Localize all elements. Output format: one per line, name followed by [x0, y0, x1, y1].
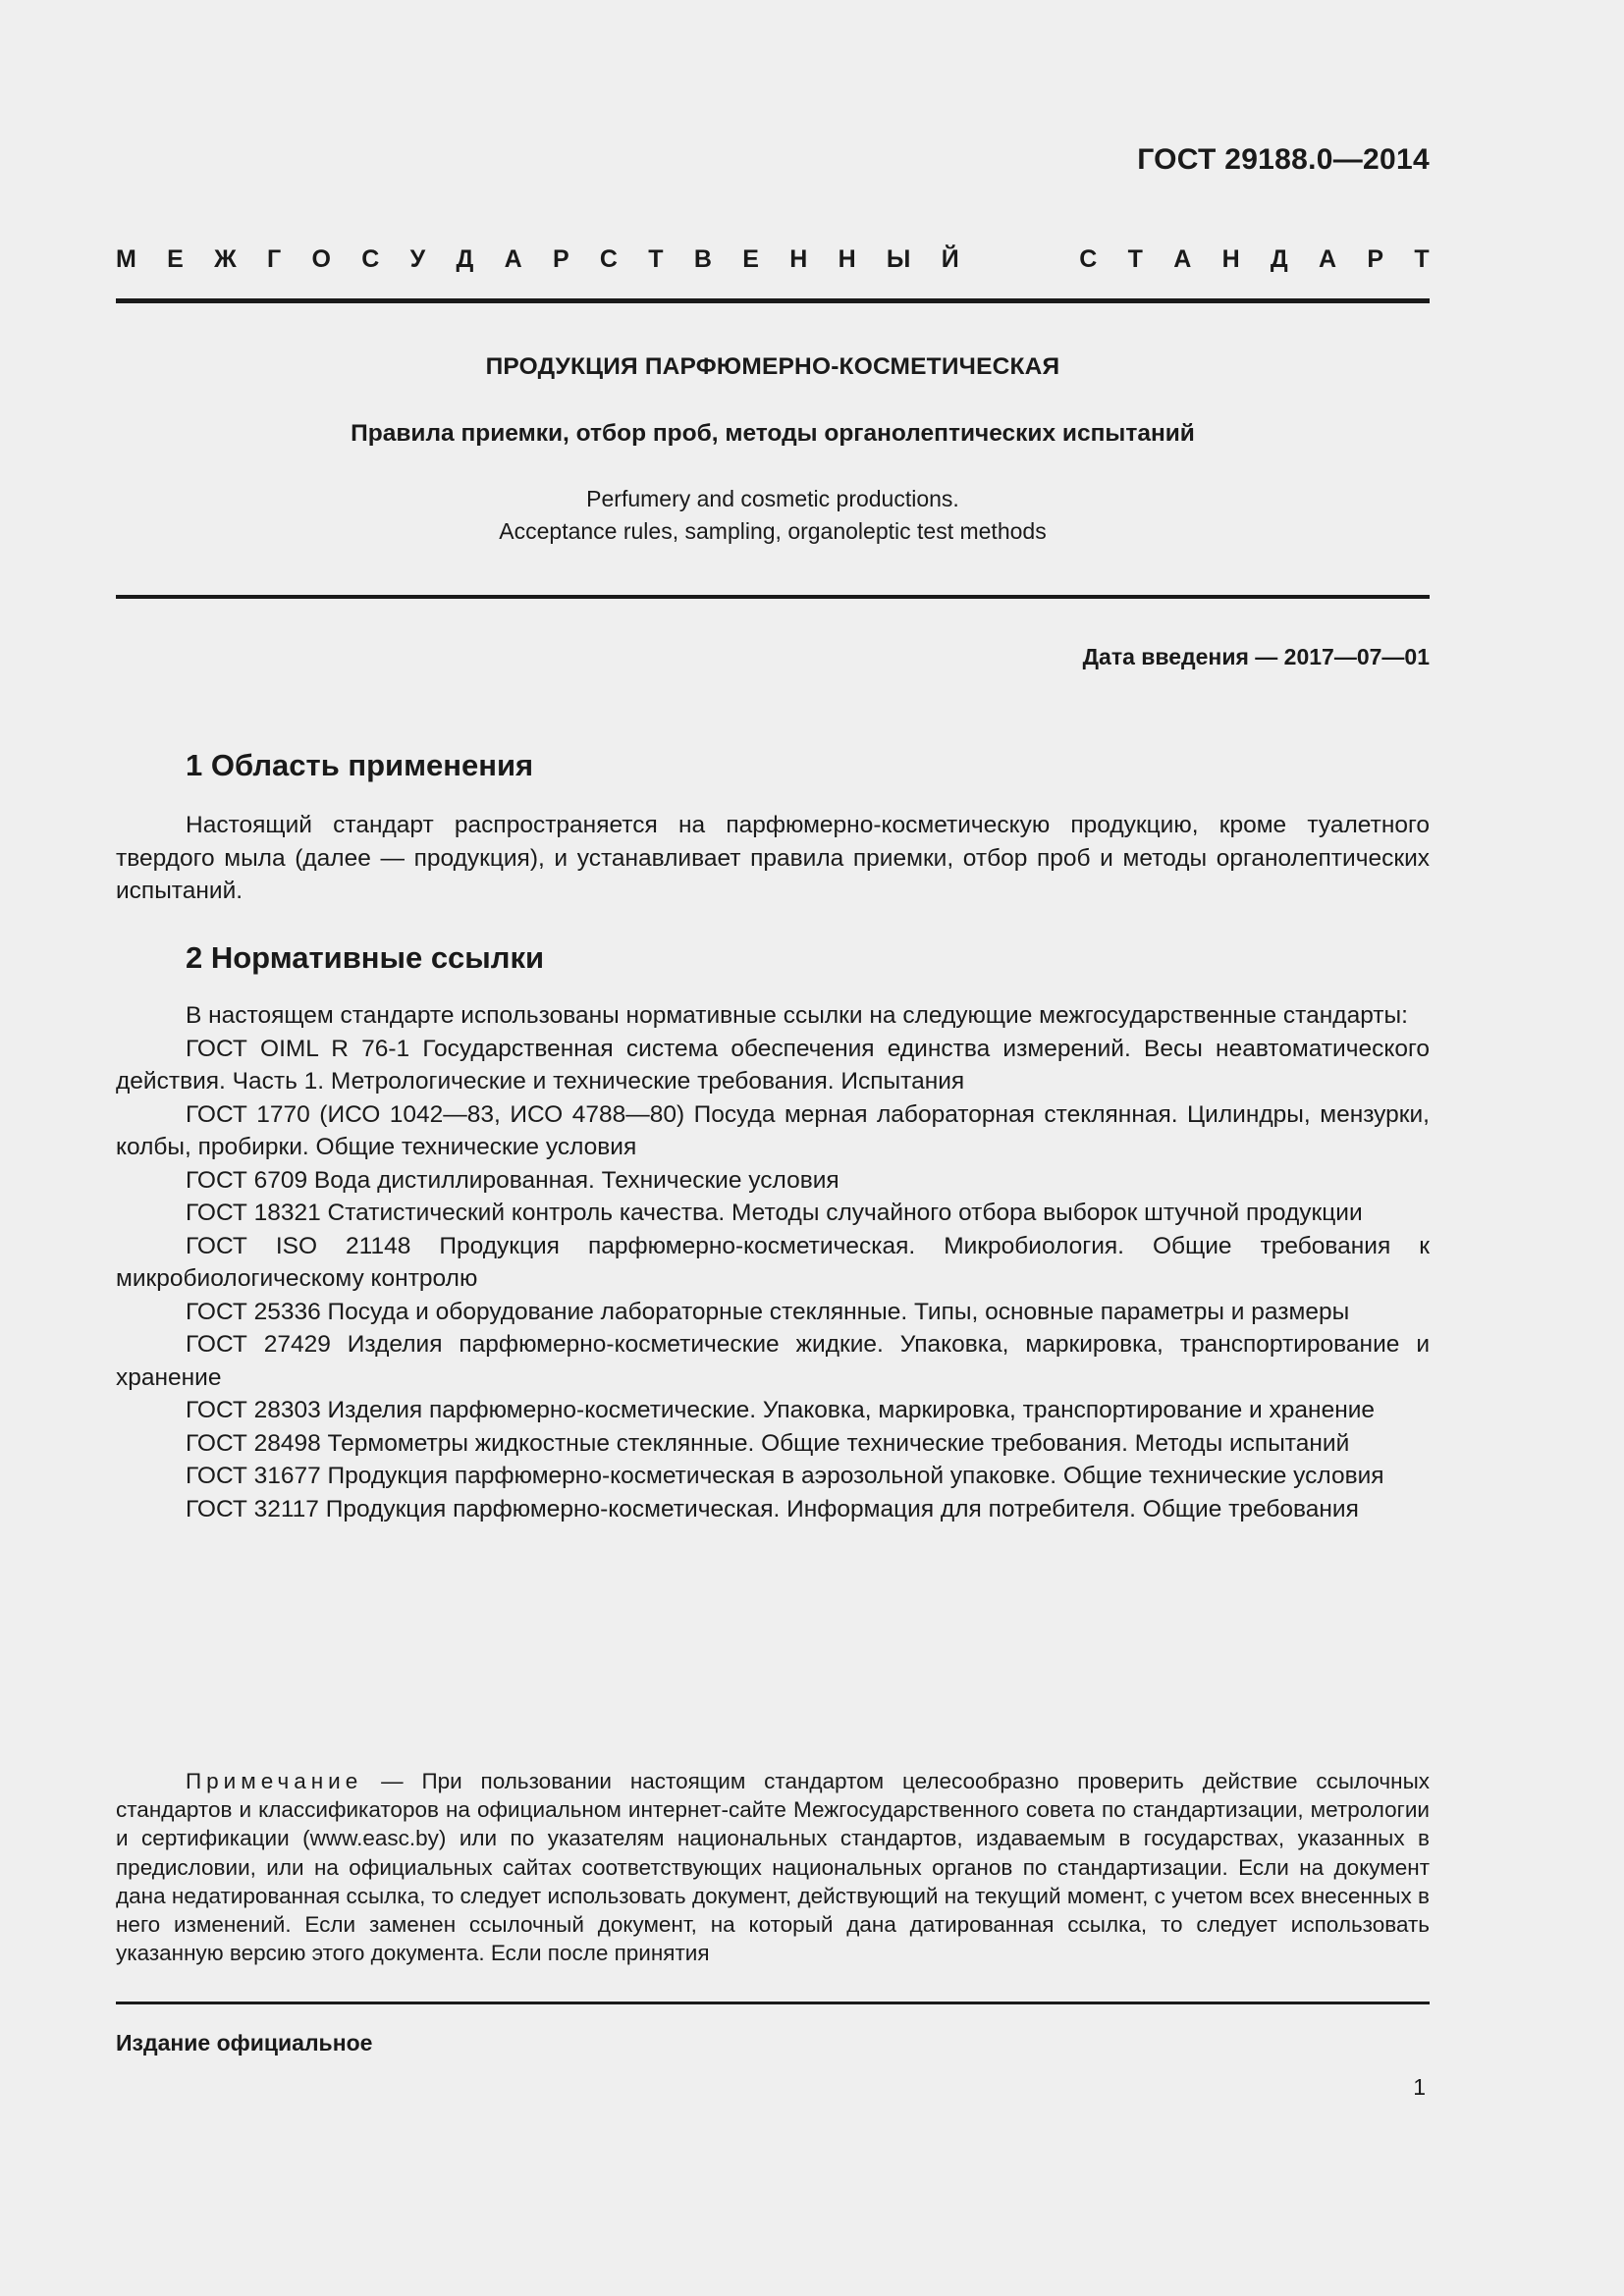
banner-letter: Р: [1367, 245, 1384, 273]
introduction-date: Дата введения — 2017—07—01: [1082, 644, 1430, 669]
banner-letter: Д: [456, 245, 474, 273]
banner-letter: Е: [167, 245, 184, 273]
banner-letter: Ы: [886, 245, 911, 273]
paragraph: В настоящем стандарте использованы нормативные ссылки на следующие межгосударственные стандарты:: [186, 1002, 1408, 1029]
banner-letter: Е: [742, 245, 759, 273]
document-number: ГОСТ 29188.0—2014: [1137, 143, 1430, 176]
footer-divider: [116, 2002, 1430, 2004]
reference-item: ГОСТ 6709 Вода дистиллированная. Технические условия: [186, 1166, 839, 1194]
section-2-body: [116, 999, 1430, 1525]
banner-letter: М: [116, 245, 136, 273]
banner-letter: С: [599, 245, 618, 273]
reference-item: ГОСТ 18321 Статистический контроль качества. Методы случайного отбора выборок штучной продукции: [186, 1200, 1363, 1226]
section-1-body: [116, 809, 1430, 908]
banner-letter: Т: [1414, 245, 1430, 273]
reference-item: ГОСТ ISO 21148 Продукция парфюмерно-косметическая. Микробиология. Общие требования к микробиологическому контролю: [116, 1232, 1430, 1292]
reference-item: ГОСТ 1770 (ИСО 1042—83, ИСО 4788—80) Посуда мерная лабораторная стеклянная. Цилиндры, мензурки, колбы, пробирки. Общие технические условия: [116, 1100, 1430, 1160]
english-title-line: Acceptance rules, sampling, organoleptic test methods: [499, 518, 1047, 544]
english-title-line: Perfumery and cosmetic productions.: [586, 486, 959, 511]
english-title: [116, 483, 1430, 548]
banner-letter: Н: [789, 245, 808, 273]
header-divider: [116, 298, 1430, 303]
banner-letter: Д: [1270, 245, 1288, 273]
banner-letter: У: [409, 245, 426, 273]
reference-item: ГОСТ 28498 Термометры жидкостные стеклянные. Общие технические требования. Методы испытаний: [186, 1429, 1350, 1457]
banner-letter: Н: [1221, 245, 1240, 273]
reference-item: ГОСТ 31677 Продукция парфюмерно-косметическая в аэрозольной упаковке. Общие технические условия: [186, 1463, 1384, 1489]
section-2-heading: 2 Нормативные ссылки: [186, 940, 545, 975]
reference-item: ГОСТ 28303 Изделия парфюмерно-косметические. Упаковка, маркировка, транспортирование и хранение: [186, 1397, 1376, 1423]
paragraph: Настоящий стандарт распространяется на парфюмерно-косметическую продукцию, кроме туалетного твердого мыла (далее — продукция), и устанавливает правила приемки, отбор проб и методы органолептических испытаний.: [116, 812, 1430, 904]
banner-word-gap: [990, 245, 1049, 274]
note-label: Примечание: [186, 1769, 363, 1793]
section-1-heading: 1 Область применения: [186, 748, 534, 782]
standard-type-banner: [116, 245, 1430, 274]
banner-letter: О: [311, 245, 331, 273]
banner-letter: С: [361, 245, 380, 273]
banner-letter: Т: [648, 245, 664, 273]
title-divider: [116, 595, 1430, 599]
banner-letter: Т: [1127, 245, 1143, 273]
reference-item: ГОСТ 25336 Посуда и оборудование лабораторные стеклянные. Типы, основные параметры и размеры: [186, 1298, 1350, 1325]
banner-letter: А: [1173, 245, 1192, 273]
reference-item: ГОСТ 32117 Продукция парфюмерно-косметическая. Информация для потребителя. Общие требования: [186, 1495, 1359, 1522]
banner-letter: А: [504, 245, 522, 273]
banner-letter: Й: [941, 245, 959, 273]
reference-item: ГОСТ OIML R 76-1 Государственная система обеспечения единства измерений. Весы неавтоматического действия. Часть 1. Метрологические и технические требования. Испытания: [116, 1035, 1430, 1095]
reference-item: ГОСТ 27429 Изделия парфюмерно-косметические жидкие. Упаковка, маркировка, транспортирование и хранение: [116, 1331, 1430, 1391]
note-text: — При пользовании настоящим стандартом целесообразно проверить действие ссылочных стандартов и классификаторов на официальном интернет-сайте Межгосударственного совета по стандартизации, метрологии и сертификации (www.easc.by) или по указателям национальных стандартов, издаваемым в государствах, указанных в предисловии, или на официальных сайтах соответствующих национальных органов по стандартизации. Если на документ дана недатированная ссылка, то следует использовать документ, действующий на текущий момент, с учетом всех внесенных в него изменений. Если заменен ссылочный документ, на который дана датированная ссылка, то следует использовать указанную версию этого документа. Если после принятия: [116, 1769, 1430, 1966]
banner-letter: А: [1319, 245, 1337, 273]
page-number: 1: [1413, 2074, 1426, 2100]
document-title: ПРОДУКЦИЯ ПАРФЮМЕРНО-КОСМЕТИЧЕСКАЯ: [485, 353, 1060, 380]
banner-letter: В: [693, 245, 712, 273]
banner-letter: Н: [838, 245, 856, 273]
note-paragraph: [116, 1767, 1430, 1967]
document-page: [116, 0, 1430, 2296]
banner-letter: Р: [552, 245, 569, 273]
edition-label: Издание официальное: [116, 2030, 373, 2056]
banner-letter: С: [1079, 245, 1098, 273]
banner-letter: Ж: [214, 245, 237, 273]
document-subtitle: Правила приемки, отбор проб, методы органолептических испытаний: [351, 420, 1195, 447]
banner-letter: Г: [267, 245, 282, 273]
